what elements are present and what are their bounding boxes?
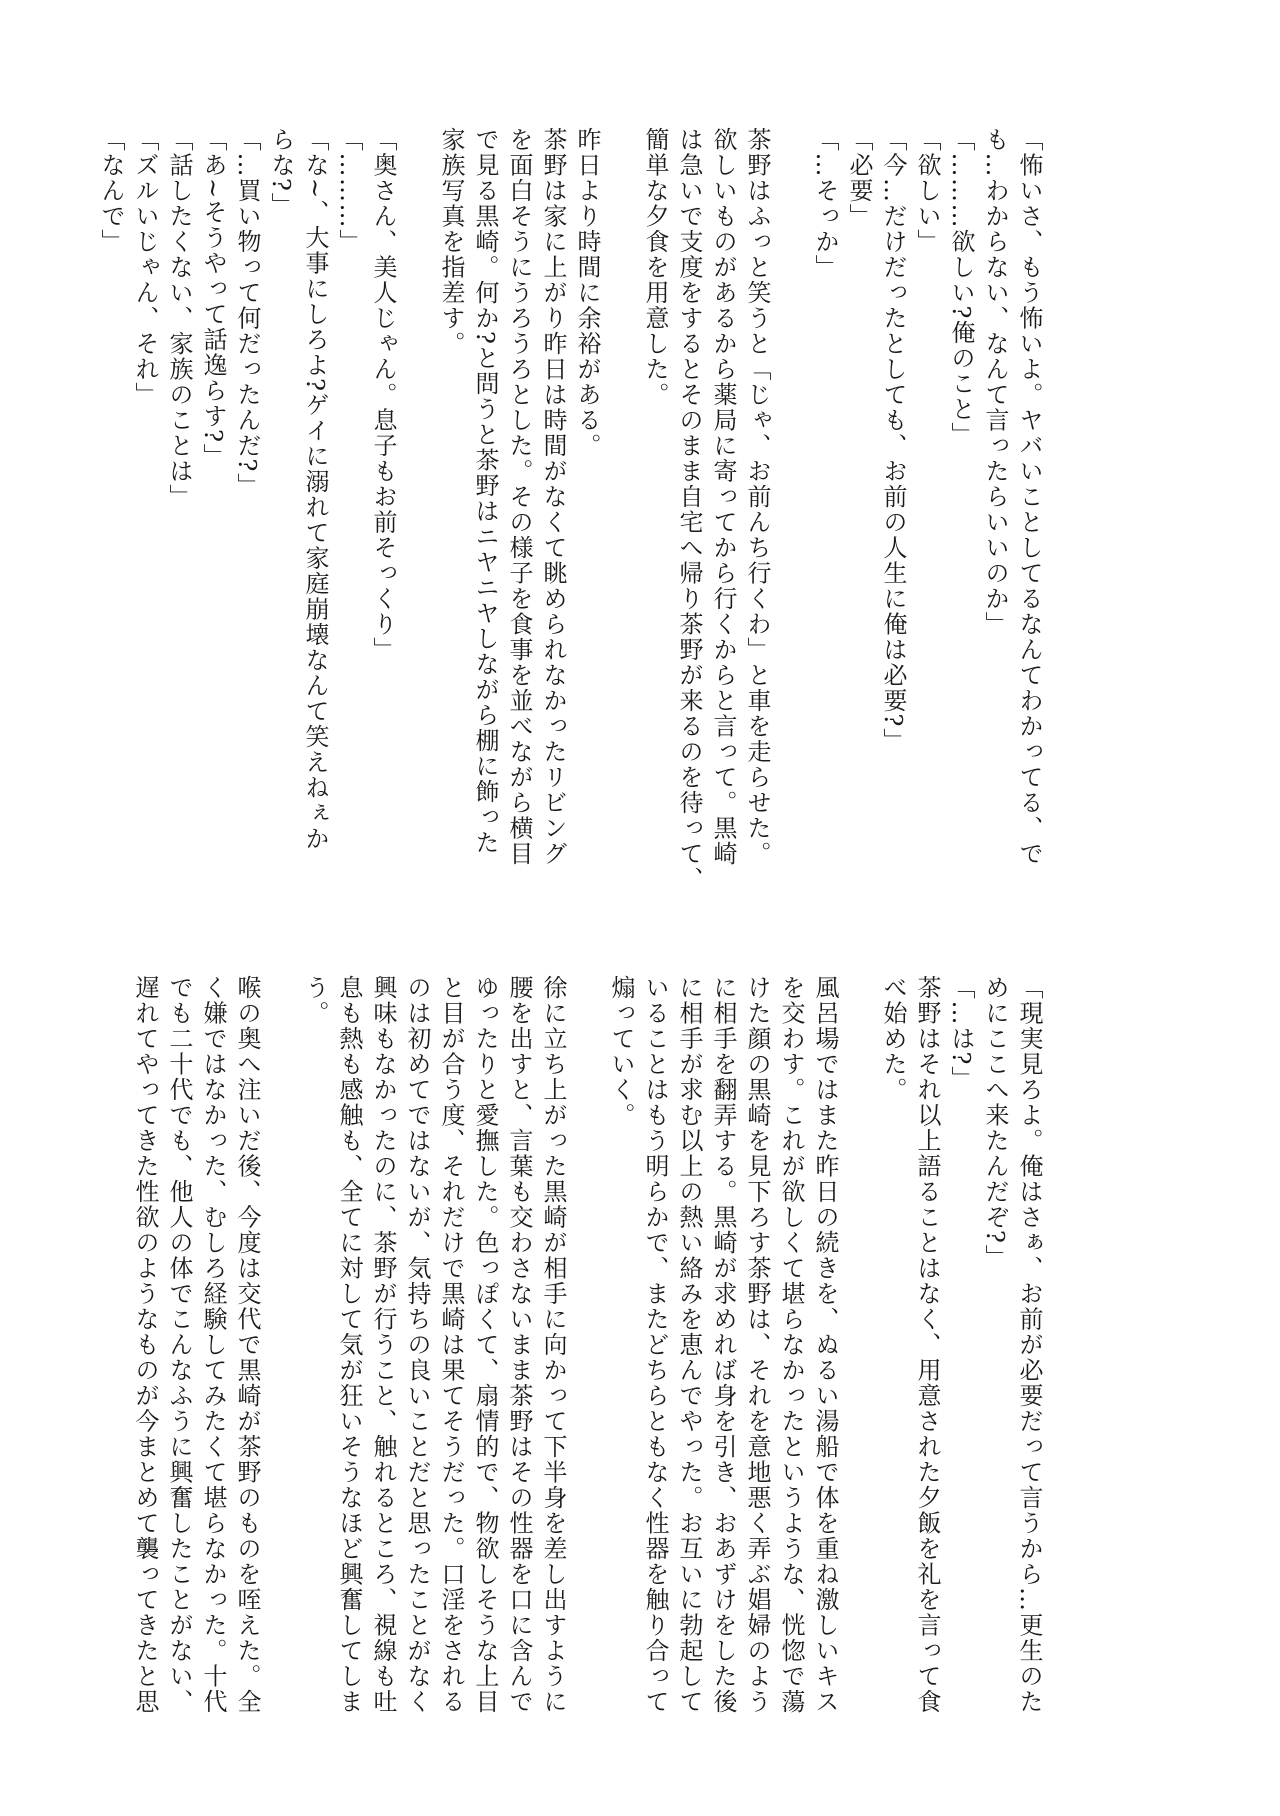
- text-line: [604, 127, 638, 847]
- text-line: 茶野はそれ以上語ることはなく、用意された夕飯を礼を言って食: [913, 975, 941, 1715]
- text-line: ゆったりと愛撫した。色っぽくて、扇情的で、物欲しそうな上目: [471, 975, 499, 1715]
- text-line: 煽っていく。: [607, 975, 635, 1128]
- text-line: 風呂場ではまた昨日の続きを、ぬるい湯船で体を重ね激しいキス: [811, 975, 839, 1715]
- text-line: 徐に立ち上がった黒崎が相手に向かって下半身を差し出すように: [539, 975, 567, 1715]
- text-line: は急いで支度をするとそのまま自宅へ帰り茶野が来るのを待って、: [675, 127, 703, 892]
- text-line: 腰を出すと、言葉も交わさないまま茶野はその性器を口に含んで: [505, 975, 533, 1715]
- text-line: 「怖いさ、もう怖いよ。ヤバいことしてるなんてわかってる、で: [1015, 127, 1043, 867]
- text-line: を交わす。これが欲しくて堪らなかったというような、恍惚で蕩: [777, 975, 805, 1715]
- text-line: う。: [301, 975, 329, 1026]
- text-line: [570, 975, 604, 1695]
- text-line: 「なんで」: [97, 127, 125, 255]
- text-line: 「…そっか」: [811, 127, 839, 280]
- text-line: 「奥さん、美人じゃん。息子もお前そっくり」: [369, 127, 397, 663]
- text-line: めにここへ来たんだぞ?」: [981, 975, 1009, 1270]
- text-line: でも二十代でも、他人の体でこんなふうに興奮したことがない、: [165, 975, 193, 1715]
- text-line: に相手が求む以上の熱い絡みを恵んでやった。お互いに勃起して: [675, 975, 703, 1715]
- text-line: 「あ~そうやって話逸らす?」: [199, 127, 227, 469]
- text-line: 喉の奥へ注いだ後、今度は交代で黒崎が茶野のものを咥えた。全: [233, 975, 261, 1715]
- text-line: [400, 127, 434, 847]
- text-line: 「な~、大事にしろよ?ゲイに溺れて家庭崩壊なんて笑えねぇか: [301, 127, 329, 852]
- text-line: 家族写真を指差す。: [437, 127, 465, 357]
- text-line: べ始めた。: [879, 975, 907, 1103]
- text-line: 息も熱も感触も、全てに対して気が狂いそうなほど興奮してしま: [335, 975, 363, 1715]
- text-line: 茶野はふっと笑うと「じゃ、お前んち行くわ」と車を走らせた。: [743, 127, 771, 867]
- text-line: いることはもう明らかで、またどちらともなく性器を触り合って: [641, 975, 669, 1715]
- text-line: に相手を翻弄する。黒崎が求めれば身を引き、おあずけをした後: [709, 975, 737, 1715]
- text-line: 「…買い物って何だったんだ?」: [233, 127, 261, 499]
- text-line: を面白そうにうろうろとした。その様子を食事を並べながら横目: [505, 127, 533, 867]
- text-line: で見る黒崎。何か?と問うと茶野はニヤニヤしながら棚に飾った: [471, 127, 499, 856]
- text-line: 「………」: [335, 127, 363, 255]
- text-line: 遅れてやってきた性欲のようなものが今まとめて襲ってきたと思: [131, 975, 159, 1715]
- text-line: 簡単な夕食を用意した。: [641, 127, 669, 408]
- text-line: 昨日より時間に余裕がある。: [573, 127, 601, 459]
- text-line: も…わからない、なんて言ったらいいのか」: [981, 127, 1009, 637]
- text-line: 「今…だけだったとしても、お前の人生に俺は必要?」: [879, 127, 907, 754]
- text-line: [842, 975, 876, 1695]
- text-line: けた顔の黒崎を見下ろす茶野は、それを意地悪く弄ぶ娼婦のよう: [743, 975, 771, 1715]
- text-line: く嫌ではなかった、むしろ経験してみたくて堪らなかった。十代: [199, 975, 227, 1715]
- top-text-block: [97, 127, 1046, 892]
- text-line: 「欲しい」: [913, 127, 941, 255]
- text-line: [264, 975, 298, 1695]
- bottom-text-block: [131, 975, 1046, 1715]
- text-line: 興味もなかったのに、茶野が行うこと、触れるところ、視線も吐: [369, 975, 397, 1715]
- text-line: 「話したくない、家族のことは」: [165, 127, 193, 510]
- text-line: 「…は?」: [947, 975, 975, 1092]
- text-line: らな?」: [267, 127, 295, 218]
- text-line: と目が合う度、それだけで黒崎は果てそうだった。口淫をされる: [437, 975, 465, 1715]
- text-line: 「現実見ろよ。俺はさぁ、お前が必要だって言うから…更生のた: [1015, 975, 1043, 1715]
- text-line: [774, 127, 808, 847]
- text-line: 茶野は家に上がり昨日は時間がなくて眺められなかったリビング: [539, 127, 567, 867]
- text-line: 「………欲しい?俺のこと」: [947, 127, 975, 448]
- text-line: 欲しいものがあるから薬局に寄ってから行くからと言って。黒崎: [709, 127, 737, 867]
- text-line: 「必要」: [845, 127, 873, 229]
- text-line: 「ズルいじゃん、それ」: [131, 127, 159, 408]
- text-line: のは初めてではないが、気持ちの良いことだと思ったことがなく: [403, 975, 431, 1715]
